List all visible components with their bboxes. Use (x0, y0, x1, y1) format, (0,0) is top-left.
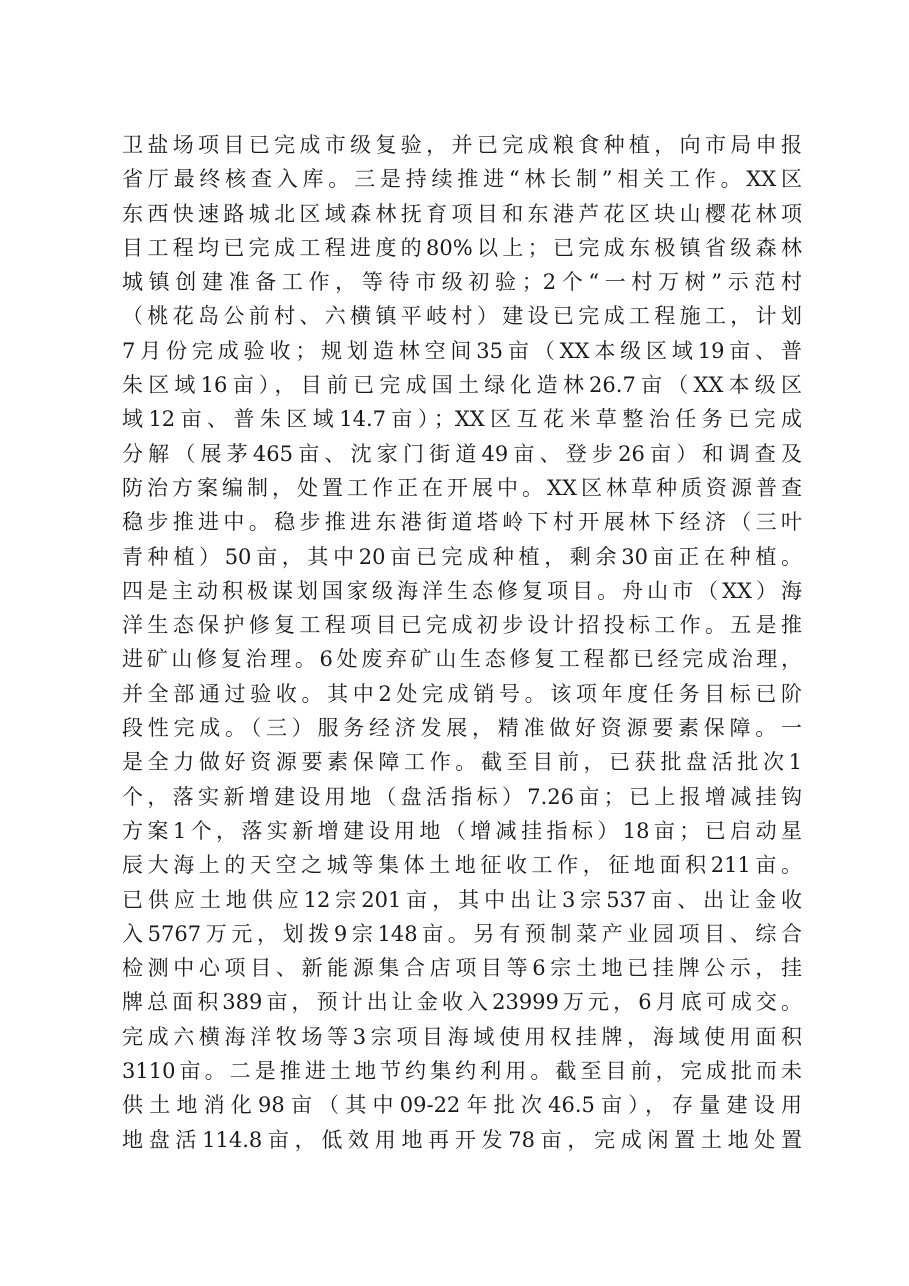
text-line: 辰大海上的天空之城等集体土地征收工作，征地面积211亩。 (122, 853, 802, 878)
text-line: 已供应土地供应12宗201亩，其中出让3宗537亩、出让金收 (122, 887, 802, 912)
body-paragraph (122, 128, 802, 1157)
text-line: 7月份完成验收；规划造林空间35亩（XX本级区域19亩、普 (122, 338, 802, 363)
text-line: 目工程均已完成工程进度的80%以上；已完成东极镇省级森林 (122, 235, 802, 260)
text-line: 卫盐场项目已完成市级复验，并已完成粮食种植，向市局申报 (122, 133, 802, 157)
text-line: 段性完成。（三）服务经济发展，精准做好资源要素保障。一 (122, 716, 802, 741)
text-line: 城镇创建准备工作，等待市级初验；2个“一村万树”示范村 (122, 270, 802, 295)
text-line: 是全力做好资源要素保障工作。截至目前，已获批盘活批次1 (122, 750, 802, 775)
text-line: 3110亩。二是推进土地节约集约利用。截至目前，完成批而未 (122, 1059, 802, 1084)
text-line: 方案1个，落实新增建设用地（增减挂指标）18亩；已启动星 (122, 818, 802, 843)
text-line: 稳步推进中。稳步推进东港街道塔岭下村开展林下经济（三叶 (122, 510, 802, 535)
text-line: 省厅最终核查入库。三是持续推进“林长制”相关工作。XX区 (122, 167, 802, 192)
text-line: 青种植）50亩，其中20亩已完成种植，剩余30亩正在种植。 (122, 544, 802, 569)
text-line: （桃花岛公前村、六横镇平岐村）建设已完成工程施工，计划 (122, 304, 802, 329)
text-line: 东西快速路城北区域森林抚育项目和东港芦花区块山樱花林项 (122, 201, 802, 226)
text-line: 并全部通过验收。其中2处完成销号。该项年度任务目标已阶 (122, 681, 802, 706)
text-line: 四是主动积极谋划国家级海洋生态修复项目。舟山市（XX）海 (122, 578, 802, 603)
text-line: 防治方案编制，处置工作正在开展中。XX区林草种质资源普查 (122, 475, 802, 500)
text-line: 地盘活114.8亩，低效用地再开发78亩，完成闲置土地处置 (122, 1127, 802, 1152)
text-line: 洋生态保护修复工程项目已完成初步设计招投标工作。五是推 (122, 613, 802, 638)
text-line: 个，落实新增建设用地（盘活指标）7.26亩；已上报增减挂钩 (122, 784, 802, 809)
text-line: 朱区域16亩），目前已完成国土绿化造林26.7亩（XX本级区 (122, 373, 802, 398)
text-line: 牌总面积389亩，预计出让金收入23999万元，6月底可成交。 (122, 990, 802, 1015)
text-line: 分解（展茅465亩、沈家门街道49亩、登步26亩）和调查及 (122, 441, 802, 466)
text-line: 域12亩、普朱区域14.7亩）；XX区互花米草整治任务已完成 (122, 407, 802, 432)
text-line: 进矿山修复治理。6处废弃矿山生态修复工程都已经完成治理， (122, 647, 802, 672)
text-line: 检测中心项目、新能源集合店项目等6宗土地已挂牌公示，挂 (122, 956, 802, 981)
text-line: 完成六横海洋牧场等3宗项目海域使用权挂牌，海域使用面积 (122, 1024, 802, 1049)
text-line: 供土地消化98亩（其中09-22年批次46.5亩），存量建设用 (122, 1093, 802, 1118)
text-line: 入5767万元，划拨9宗148亩。另有预制菜产业园项目、综合 (122, 921, 802, 946)
